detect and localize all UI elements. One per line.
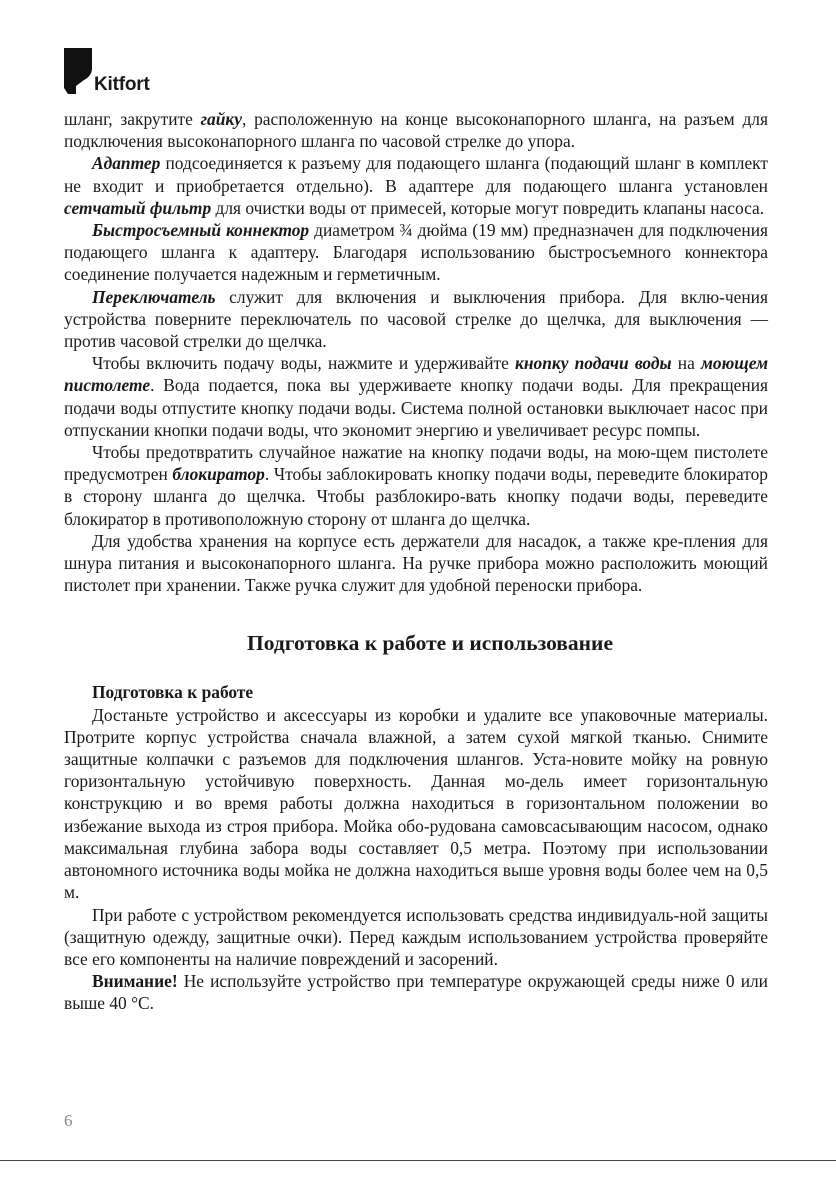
term-switch: Переключатель bbox=[92, 286, 216, 307]
term-lock: блокиратор bbox=[172, 464, 265, 485]
paragraph-hose-nut: шланг, закрутите гайку, расположенную на конце высоконапорного шланга, на разъем для подключения высоконапорного шланга по часовой стрелке до упора. bbox=[64, 109, 768, 152]
term-nut: гайку bbox=[200, 109, 242, 129]
term-spray-gun: моющем пистолете bbox=[64, 353, 768, 396]
section-title: Подготовка к работе и использование bbox=[247, 631, 613, 656]
paragraph-preparation: Достаньте устройство и аксессуары из коробки и удалите все упаковочные материалы. Протрите корпус устройства сначала влажной, а затем сухой мягкой тканью. Снимите защитные колпачки с разъемов для подключения шлангов. Уста-новите мойку на ровную горизонтальную устойчивую поверхность. Данная мо-дель имеет горизонтальную конструкцию и во время работы должна находиться в горизонтальном положении во избежание выхода из строя прибора. Мойка обо-рудована самовсасывающим насосом, однако максимальная глубина забора воды составляет 0,5 метра. Поэтому при использовании автономного источника воды мойка не должна находиться выше уровня воды более чем на 0,5 м. bbox=[64, 704, 768, 903]
warning-label: Внимание! bbox=[92, 971, 178, 992]
term-quick-connector: Быстросъемный коннектор bbox=[92, 220, 310, 241]
term-adapter: Адаптер bbox=[92, 153, 161, 174]
document-body bbox=[64, 108, 768, 1015]
paragraph-water-button: Чтобы включить подачу воды, нажмите и удерживайте кнопку подачи воды на моющем пистолете. Вода подается, пока вы удерживаете кнопку подачи воды. Для прекращения подачи воды отпустите кнопку подачи воды. Система полной остановки выключает насос при отпускании кнопки подачи воды, что экономит энергию и увеличивает ресурс помпы. bbox=[64, 353, 768, 440]
paragraph-quick-connector: Быстросъемный коннектор диаметром ¾ дюйма (19 мм) предназначен для подключения подающего шланга к адаптеру. Благодаря использованию быстросъемного коннектора соединение получается надежным и герметичным. bbox=[64, 220, 769, 285]
page-number: 6 bbox=[64, 1111, 73, 1130]
brand-name: Kitfort bbox=[94, 74, 150, 95]
paragraph-storage: Для удобства хранения на корпусе есть держатели для насадок, а также кре-пления для шнура питания и высоконапорного шланга. На ручке прибора можно расположить моющий пистолет при хранении. Также ручка служит для удобной переноски прибора. bbox=[64, 530, 768, 596]
kitfort-logo-icon bbox=[64, 48, 92, 94]
term-water-button: кнопку подачи воды bbox=[515, 353, 672, 374]
paragraph-lock: Чтобы предотвратить случайное нажатие на кнопку подачи воды, на мою-щем пистолете предусмотрен блокиратор. Чтобы заблокировать кнопку подачи воды, переведите блокиратор в сторону шланга до щелчка. Чтобы разблокиро-вать кнопку подачи воды, переведите блокиратор в противоположную сторону от шланга до щелчка. bbox=[64, 442, 769, 529]
subsection-title: Подготовка к работе bbox=[92, 682, 254, 703]
bottom-divider bbox=[0, 1160, 836, 1161]
paragraph-warning: Внимание! Не используйте устройство при температуре окружающей среды ниже 0 или выше 40 °C. bbox=[64, 971, 768, 1014]
kitfort-logo bbox=[64, 48, 184, 96]
paragraph-adapter: Адаптер подсоединяется к разъему для подающего шланга (подающий шланг в комплект не входит и приобретается отдельно). В адаптере для подающего шланга установлен сетчатый фильтр для очистки воды от примесей, которые могут повредить клапаны насоса. bbox=[64, 153, 768, 218]
paragraph-protection: При работе с устройством рекомендуется использовать средства индивидуаль-ной защиты (защитную одежду, защитные очки). Перед каждым использованием устройства проверяйте все его компоненты на наличие повреждений и засорений. bbox=[64, 904, 768, 969]
paragraph-switch: Переключатель служит для включения и выключения прибора. Для вклю-чения устройства поверните переключатель по часовой стрелке до щелчка, для выключения — против часовой стрелки до щелчка. bbox=[64, 286, 768, 352]
term-mesh-filter: сетчатый фильтр bbox=[64, 197, 212, 218]
